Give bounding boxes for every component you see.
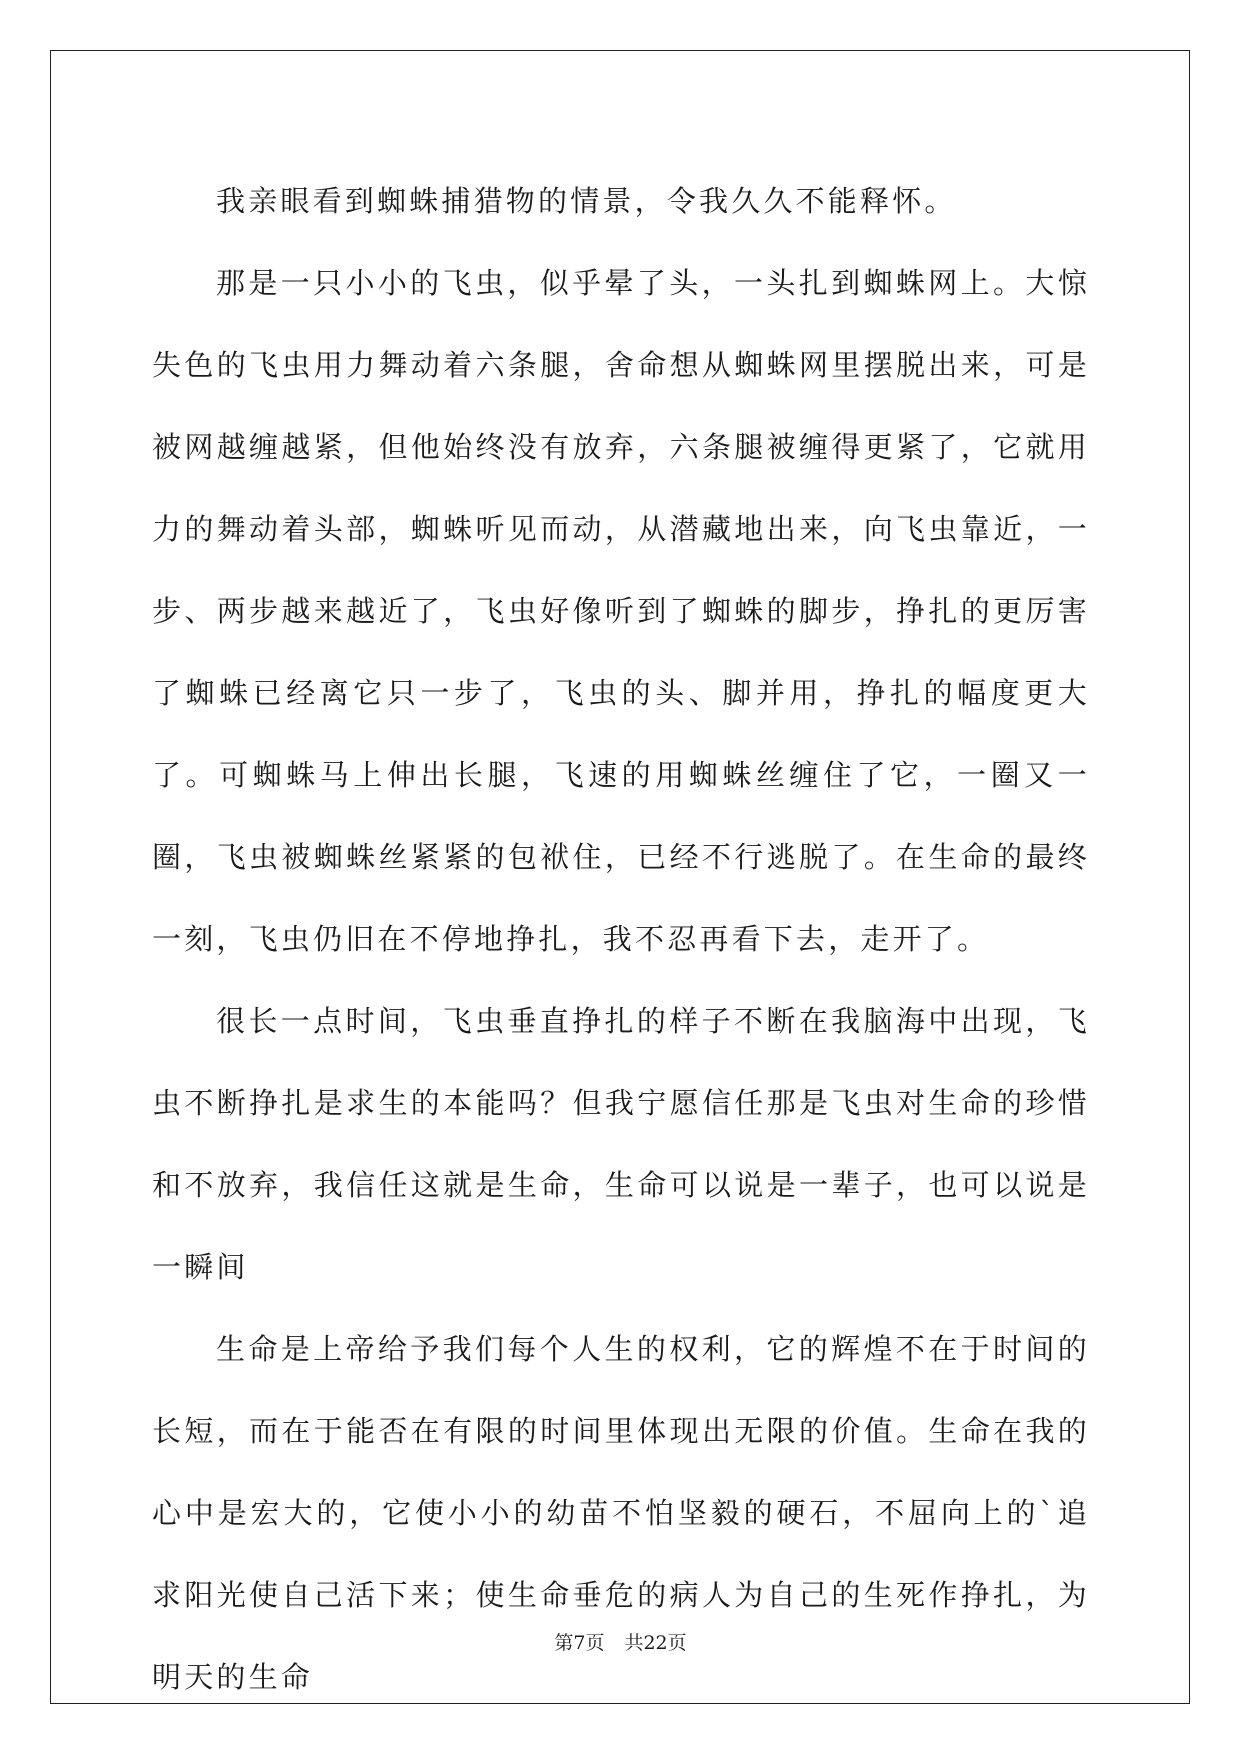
paragraph-2: 那是一只小小的飞虫，似乎晕了头，一头扎到蜘蛛网上。大惊失色的飞虫用力舞动着六条腿，舍命想从蜘蛛网里摆脱出来，可是被网越缠越紧，但他始终没有放弃，六条腿被缠得更紧了，它就用力的舞动着头部，蜘蛛听见而动，从潜藏地出来，向飞虫靠近，一步、两步越来越近了，飞虫好像听到了蜘蛛的脚步，挣扎的更厉害了蜘蛛已经离它只一步了，飞虫的头、脚并用，挣扎的幅度更大了。可蜘蛛马上伸出长腿，飞速的用蜘蛛丝缠住了它，一圈又一圈，飞虫被蜘蛛丝紧紧的包袱住，已经不行逃脱了。在生命的最终一刻，飞虫仍旧在不停地挣扎，我不忍再看下去，走开了。 [152,266,1090,956]
page-number: 第7页 [554,1632,605,1654]
page-total: 共22页 [624,1632,687,1654]
paragraph-4: 生命是上帝给予我们每个人生的权利，它的辉煌不在于时间的长短，而在于能否在有限的时间里体现出无限的价值。生命在我的心中是宏大的，它使小小的幼苗不怕坚毅的硬石，不屈向上的`追求阳光使自己活下来；使生命垂危的病人为自己的生死作挣扎，为明天的生命 [152,1332,1090,1694]
document-body [152,160,1090,1718]
page-footer [0,1628,1241,1655]
paragraph-3: 很长一点时间，飞虫垂直挣扎的样子不断在我脑海中出现，飞虫不断挣扎是求生的本能吗？但我宁愿信任那是飞虫对生命的珍惜和不放弃，我信任这就是生命，生命可以说是一辈子，也可以说是一瞬间 [152,1004,1090,1284]
paragraph-1: 我亲眼看到蜘蛛捕猎物的情景，令我久久不能释怀。 [216,184,957,218]
